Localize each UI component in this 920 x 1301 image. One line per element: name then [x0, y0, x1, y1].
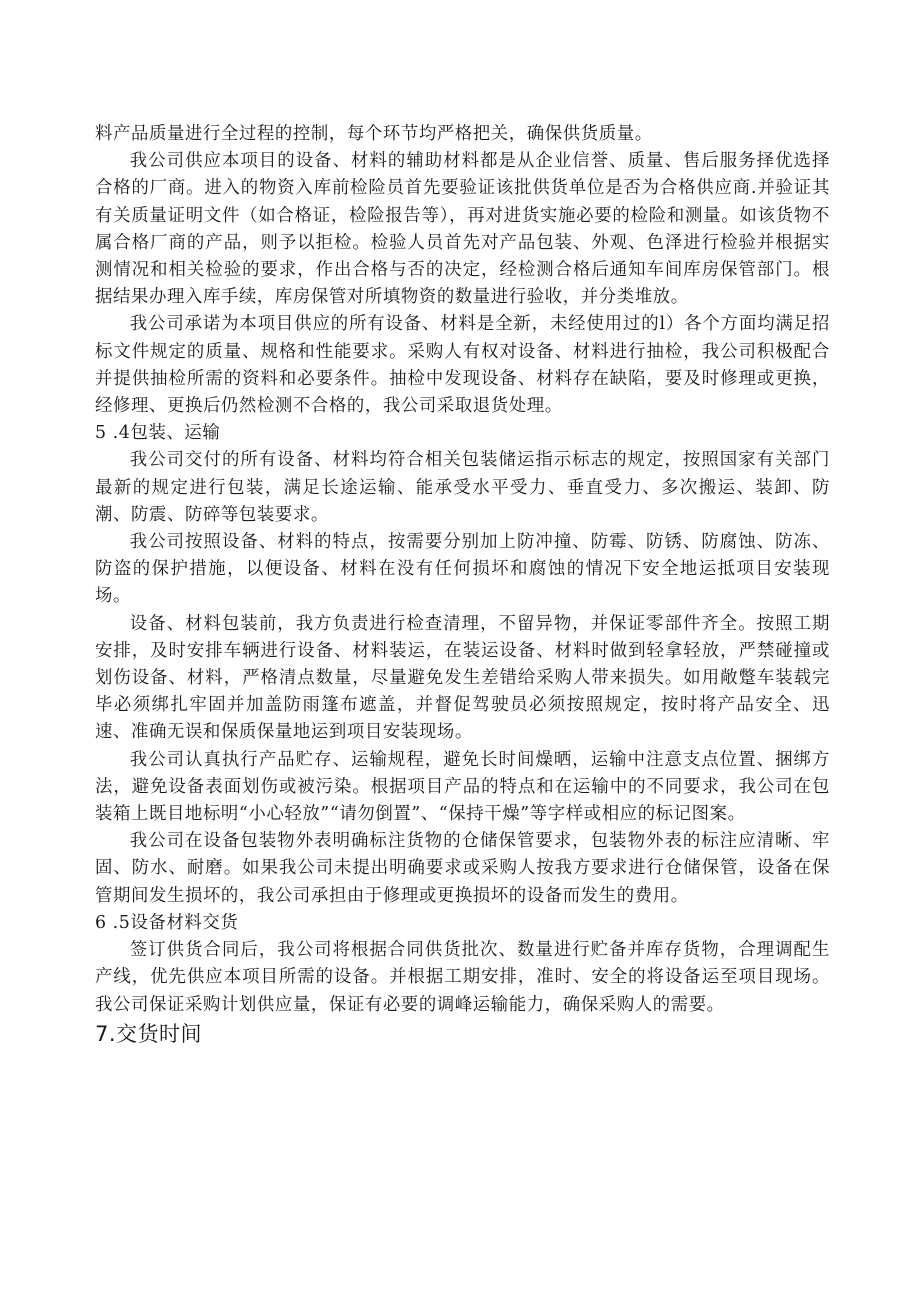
section-heading-material-delivery	[95, 910, 830, 937]
document-body	[95, 121, 830, 1049]
section-number: 6	[95, 912, 107, 933]
section-title: .4包装、运输	[112, 423, 221, 444]
paragraph-supplier-inspection: 我公司供应本项目的设备、材料的辅助材料都是从企业信誉、质量、售后服务择优选择合格的厂商。进入的物资入库前检险员首先要验证该批供货单位是否为合格供应商.并验证其有关质量证明文件（如合格证，检险报告等），再对进货实施必要的检险和测量。如该货物不属合格厂商的产品，则予以拒检。检验人员首先对产品包装、外观、色泽进行检验并根据实测情况和相关检验的要求，作出合格与否的决定，经检测合格后通知车间库房保管部门。根据结果办理入库手续，库房保管对所填物资的数量进行验收，并分类堆放。	[95, 151, 830, 308]
section-heading-packaging-transport	[95, 420, 830, 447]
paragraph-storage-marking: 我公司在设备包装物外表明确标注货物的仓储保管要求，包装物外表的标注应清晰、牢固、防水、耐磨。如果我公司未提出明确要求或采购人按我方要求进行仓储保管，设备在保管期间发生损坏的，我公司承担由于修理或更换损坏的设备而发生的费用。	[95, 831, 830, 906]
section-title: .交货时间	[108, 1021, 203, 1046]
section-number: 7	[95, 1021, 109, 1046]
paragraph-quality-control-end: 料产品质量进行全过程的控制，每个环节均严格把关，确保供货质量。	[95, 124, 653, 144]
paragraph-protection-measures: 我公司按照设备、材料的特点，按需要分别加上防冲撞、防霉、防锈、防腐蚀、防冻、防盗的保护措施，以便设备、材料在没有任何损坏和腐蚀的情况下安全地运抵项目安装现场。	[95, 532, 830, 607]
paragraph-supply-contract: 签订供货合同后，我公司将根据合同供货批次、数量进行贮备并库存货物，合理调配生产线，优先供应本项目所需的设备。并根据工期安排，准时、安全的将设备运至项目现场。我公司保证采购计划供应量，保证有必要的调峰运输能力，确保采购人的需要。	[95, 940, 830, 1015]
section-title: .5设备材料交货	[112, 912, 239, 933]
paragraph-new-equipment-commitment: 我公司承诺为本项目供应的所有设备、材料是全新，未经使用过的l）各个方面均满足招标文件规定的质量、规格和性能要求。采购人有权对设备、材料进行抽检，我公司积极配合并提供抽检所需的资料和必要条件。抽检中发现设备、材料存在缺陷，要及时修理或更换，经修理、更换后仍然检测不合格的，我公司采取退货处理。	[95, 314, 830, 417]
paragraph-loading-transport: 设备、材料包装前，我方负责进行检查清理，不留异物，并保证零部件齐全。按照工期安排，及时安排车辆进行设备、材料装运，在装运设备、材料时做到轻拿轻放，严禁碰撞或划伤设备、材料，严格清点数量，尽量避免发生差错给采购人带来损失。如用敞蹩车装载完毕必须绑扎牢固并加盖防雨篷布遮盖，并督促驾驶员必须按照规定，按时将产品安全、迅速、准确无误和保质保量地运到项目安装现场。	[95, 613, 830, 743]
paragraph-storage-transport-rules: 我公司认真执行产品贮存、运输规程，避免长时间燥晒，运输中注意支点位置、捆绑方法，避免设备表面划伤或被污染。根据项目产品的特点和在运输中的不同要求，我公司在包装箱上既目地标明“小心轻放”“请勿倒置”、“保持干燥”等字样或相应的标记图案。	[95, 749, 830, 825]
section-heading-delivery-time	[95, 1019, 830, 1049]
section-number: 5	[95, 423, 107, 444]
paragraph-packaging-standards: 我公司交付的所有设备、材料均符合相关包装储运指示标志的规定，按照国家有关部门最新的规定进行包装，满足长途运输、能承受水平受力、垂直受力、多次搬运、装卸、防潮、防震、防碎等包装要求。	[95, 450, 830, 525]
